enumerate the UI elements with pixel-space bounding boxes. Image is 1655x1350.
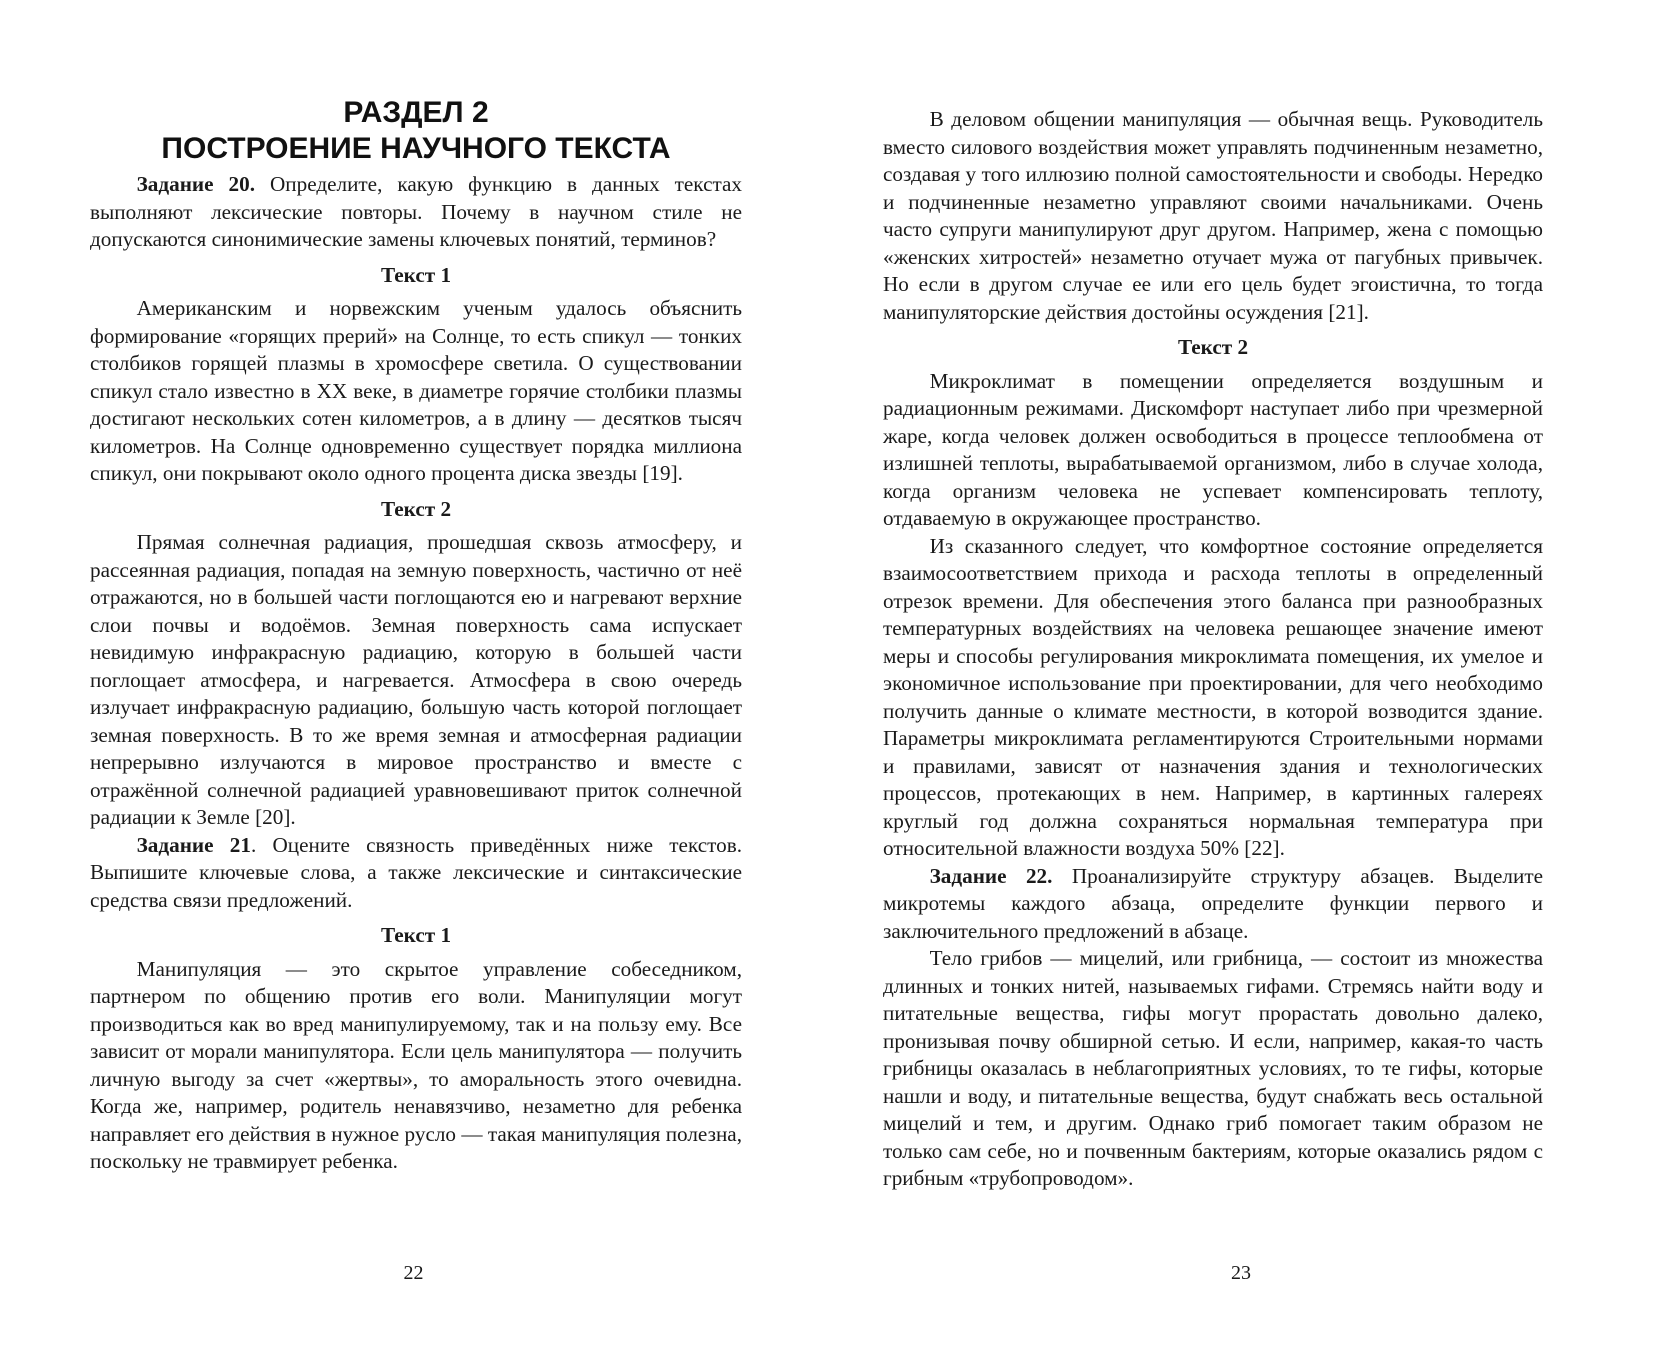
task-20-text: Определите, какую функцию в данных текстах выполняют лексические повторы. Почему в научном стиле не допускаются синонимические замены ключевых понятий, терминов? bbox=[90, 172, 742, 251]
left-page-content bbox=[90, 95, 742, 1176]
task-20-text-2-body: Прямая солнечная радиация, прошедшая сквозь атмосферу, и рассеянная радиация, попадая на земную поверхность, частично от неё отражаются, но в большей части поглощаются ею и нагревают верхние слои почвы и водоёмов. Земная поверхность сама испускает невидимую инфракрасную радиацию, которую в большей части поглощает атмосфера, и нагревается. Атмосфера в свою очередь излучает инфракрасную радиацию, большую часть которой поглощает земная поверхность. В то же время земная и атмосферная радиации непрерывно излучаются в мировое пространство и вместе с отражённой солнечной радиацией уравновешивают приток солнечной радиации к Земле [20]. bbox=[90, 530, 742, 829]
task-21-text-1-continuation: В деловом общении манипуляция — обычная вещь. Руководитель вместо силового воздействия может управлять подчиненным незаметно, создавая у того иллюзию полной самостоятельности и свободы. Нередко и подчиненные незаметно управляют своими начальниками. Очень часто супруги манипулируют друг другом. Например, жена с помощью «женских хитростей» незаметно отучает мужа от пагубных привычек. Но если в другом случае ее или его цель будет эгоистична, то тогда манипуляторские действия достойны осуждения [21]. bbox=[883, 107, 1543, 324]
task-21-label: Задание 21 bbox=[136, 832, 251, 857]
task-21-text: . Оцените связность приведённых ниже текстов. Выпишите ключевые слова, а также лексические и синтаксические средства связи предложений. bbox=[90, 832, 742, 912]
task-22-body: Тело грибов — мицелий, или грибница, — состоит из множества длинных и тонких нитей, называемых гифами. Стремясь найти воду и питательные вещества, гифы могут прорастать довольно далеко, пронизывая почву обширной сетью. И если, например, какая-то часть грибницы оказалась в неблагоприятных условиях, то те гифы, которые нашли и воду, и питательные вещества, будут снабжать весь остальной мицелий и тем, и другим. Однако гриб помогает таким образом не только сам себе, но и почвенным бактериям, которые оказались рядом с грибным «трубопроводом». bbox=[883, 946, 1543, 1190]
task-20-prompt bbox=[90, 171, 742, 254]
task-21-text-2-heading: Текст 2 bbox=[1177, 335, 1249, 359]
task-20-text-1-body: Американским и норвежским ученым удалось объяснить формирование «горящих прерий» на Солнце, то есть спикул — тонких столбиков горящей плазмы в хромосфере светила. О существовании спикул стало известно в XX веке, в диаметре горячие столбики плазмы достигают нескольких сотен километров, а в длину — десятков тысяч километров. На Солнце одновременно существует порядка миллиона спикул, они покрывают около одного процента диска звезды [19]. bbox=[90, 296, 742, 485]
task-20-text-2-heading: Текст 2 bbox=[380, 496, 452, 521]
right-page bbox=[827, 0, 1655, 1350]
page-number-right: 23 bbox=[1231, 1262, 1251, 1284]
task-21-text-2-para-2: Из сказанного следует, что комфортное состояние определяется взаимосоответствием прихода и расхода теплоты в определенный отрезок времени. Для обеспечения этого баланса при разнообразных температурных воздействиях на человека решающее значение имеют меры и способы регулирования микроклимата помещения, их умелое и экономичное использование при проектировании, для чего необходимо получить данные о климате местности, в которой возводится здание. Параметры микроклимата регламентируются Строительными нормами и правилами, зависят от назначения здания и технологических процессов, протекающих в нем. Например, в картинных галереях круглый год должна сохраняться нормальная температура при относительной влажности воздуха 50% [22]. bbox=[883, 533, 1543, 860]
task-21-text-1-heading: Текст 1 bbox=[380, 923, 452, 947]
left-page bbox=[0, 0, 827, 1350]
task-21-prompt bbox=[90, 832, 742, 915]
page-number-left: 22 bbox=[403, 1262, 424, 1284]
section-title-line2: ПОСТРОЕНИЕ НАУЧНОГО ТЕКСТА bbox=[161, 132, 671, 165]
task-22-prompt bbox=[883, 863, 1543, 946]
task-22-label: Задание 22. bbox=[929, 863, 1053, 888]
task-20-label: Задание 20. bbox=[136, 172, 255, 196]
task-21-text-2-para-1: Микроклимат в помещении определяется воздушным и радиационным режимами. Дискомфорт наступает либо при чрезмерной жаре, когда человек должен освободиться в процессе теплообмена от излишней теплоты, вырабатываемой организмом, либо в случае холода, когда организм человека не успевает компенсировать теплоту, отдаваемую в окружающее пространство. bbox=[883, 368, 1543, 530]
section-title-line1: РАЗДЕЛ 2 bbox=[343, 96, 489, 129]
task-21-text-1-body: Манипуляция — это скрытое управление собеседником, партнером по общению против его воли. Манипуляции могут производиться как во вред манипулируемому, так и на пользу ему. Все зависит от морали манипулятора. Если цель манипулятора — получить личную выгоду за счет «жертвы», то аморальность этого очевидна. Когда же, например, родитель ненавязчиво, незаметно для ребенка направляет его действия в нужное русло — такая манипуляция полезна, поскольку не травмирует ребенка. bbox=[90, 956, 742, 1173]
task-22-text: Проанализируйте структуру абзацев. Выделите микротемы каждого абзаца, определите функции первого и заключительного предложений в абзаце. bbox=[883, 863, 1543, 943]
right-page-content bbox=[883, 106, 1543, 1193]
section-title bbox=[90, 95, 742, 167]
task-20-text-1-heading: Текст 1 bbox=[380, 262, 452, 287]
